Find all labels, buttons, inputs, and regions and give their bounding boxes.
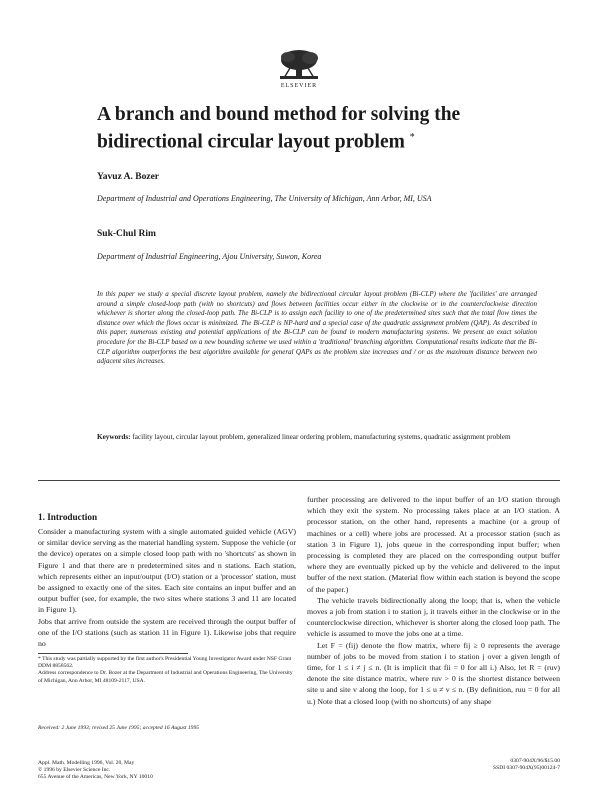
left-paragraph: Consider a manufacturing system with a single automated guided vehicle (AGV) or similar device serving as the material handling system. Suppose the vehicle (or the device) operates on a simple closed loop path with no 'shortcuts' as shown in Figure 1 and that there are n predetermined sites and n stations. Each station, which represents either an input/output (I/O) station or a 'processor' station, must be assigned to exactly one of the sites. Each site contains an input buffer and an output buffer (see, for example, the two sites where stations 3 and 11 are located in Figure 1).: [38, 527, 296, 615]
elsevier-tree-logo-icon: [274, 48, 324, 82]
left-column: [38, 526, 296, 649]
title-footnote-mark: *: [409, 132, 415, 143]
keywords: [97, 433, 537, 443]
title-text: A branch and bound method for solving the bidirectional circular layout problem: [97, 104, 461, 153]
left-paragraph: Jobs that arrive from outside the system are received through the output buffer of one of the I/O stations (such as station 11 in Figure 1). Likewise jobs that require no: [38, 616, 296, 649]
issn-code: 0307-904X/96/$15.00: [510, 758, 560, 764]
author-1: Yavuz A. Bozer: [97, 172, 160, 182]
keywords-text: facility layout, circular layout problem, generalized linear ordering problem, manufacturing systems, quadratic assignment problem: [132, 433, 511, 441]
footnote-divider: [38, 653, 188, 654]
footnote-line: Address correspondence to Dr. Bozer at the Department of Industrial and Operations Engineering, The University of Michigan, Ann Arbor, MI 48109-2117, USA.: [38, 670, 293, 684]
publication-codes: [460, 758, 560, 773]
received-dates: Received: 2 June 1993; revised 25 June 1995; accepted 16 August 1995: [38, 725, 200, 731]
header-divider: [38, 480, 560, 481]
affiliation-2: Department of Industrial Engineering, Ajou University, Suwon, Korea: [97, 252, 322, 261]
abstract: In this paper we study a special discrete layout problem, namely the bidirectional circular layout problem (Bi-CLP) where the 'facilities' are arranged around a simple closed-loop path (with no shortcuts) and flows between facilities occur either in the clockwise or in the counterclockwise direction whichever is shorter along the closed-loop path. The Bi-CLP is to assign each facility to one of the predetermined sites such that the total flow times the distance over which the flows occur is minimized. The Bi-CLP is NP-hard and a special case of the quadratic assignment problem (QAP). As described in this paper, numerous existing and potential applications of the Bi-CLP can be found in modern manufacturing systems. We present an exact solution procedure for the Bi-CLP based on a new bounding scheme we used within a 'traditional' branching algorithm. Computational results indicate that the Bi-CLP algorithm outperforms the best algorithm available for general QAPs as the problem size increases and / or as the maximum distance between two adjacent sites increases.: [97, 290, 537, 366]
journal-info: [38, 760, 298, 782]
publisher-logo: [270, 48, 328, 89]
journal-line: 655 Avenue of the Americas, New York, NY 10010: [38, 774, 153, 781]
footnote-line: * This study was partially supported by the first author's Presidential Young Investigator Award under NSF Grant DDM 8858562.: [38, 656, 292, 670]
right-column: [307, 494, 560, 707]
right-paragraph: The vehicle travels bidirectionally along the loop; that is, when the vehicle moves a job from station i to station j, it travels either in the clockwise or in the counterclockwise direction, whichever is shorter along the closed loop path. The vehicle is assumed to move the jobs one at a time.: [307, 595, 560, 639]
journal-line: Appl. Math. Modelling 1996, Vol. 20, May: [38, 760, 135, 766]
publisher-name: ELSEVIER: [280, 83, 318, 89]
right-paragraph: further processing are delivered to the input buffer of an I/O station through which they exit the system. No processing takes place at an I/O station. A processor station, on the other hand, represents a machine (or a group of machines or a cell) where jobs are processed. At a processor station (such as station 3 in Figure 1), jobs queue in the corresponding input buffer; when processing is completed they are placed on the corresponding output buffer where they are eventually picked up by the vehicle and delivered to the input buffer of the next station. (Material flow within each station is beyond the scope of the paper.): [307, 495, 560, 594]
journal-line: © 1996 by Elsevier Science Inc.: [38, 767, 111, 774]
author-2: Suk-Chul Rim: [97, 229, 156, 239]
right-paragraph: Let F = (fij) denote the flow matrix, where fij ≥ 0 represents the average number of jobs to be moved from station i to station j over a given length of time, for 1 ≤ i ≠ j ≤ n. (It is implicit that fii = 0 for all i.) Also, let R = (ruv) denote the site distance matrix, where ruv > 0 is the shortest distance between site u and site v along the loop, for 1 ≤ u ≠ v ≤ n. (By definition, ruu = 0 for all u.) Note that a closed loop (with no shortcuts) of any shape: [307, 640, 560, 706]
keywords-label: Keywords:: [97, 433, 131, 441]
affiliation-1: Department of Industrial and Operations Engineering, The University of Michigan, Ann Arbor, MI, USA: [97, 194, 432, 203]
ssdi-code: SSDI 0307-904X(95)00124-7: [493, 765, 560, 772]
paper-title: [97, 103, 537, 154]
footnote: [38, 656, 296, 685]
section-heading: 1. Introduction: [38, 512, 98, 522]
